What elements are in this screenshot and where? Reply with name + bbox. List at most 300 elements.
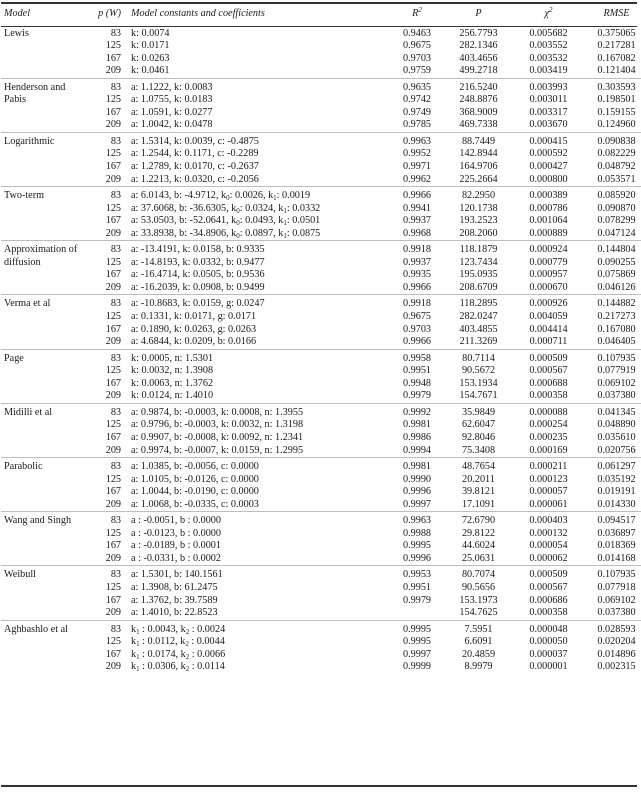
cell-p-error: 88.7449	[443, 132, 514, 148]
cell-power: 83	[110, 27, 121, 39]
cell-chi-square: 0.000924	[514, 241, 583, 257]
cell-p-error: 248.8876	[459, 94, 498, 106]
table-row	[1, 528, 641, 541]
cell-r2: 0.9999	[402, 661, 431, 673]
cell-coefficients: a: 1.3762, b: 39.7589	[131, 594, 218, 606]
cell-r2: 0.9966	[402, 336, 431, 348]
cell-power: 167	[105, 323, 121, 335]
table-row	[1, 566, 641, 582]
cell-r2: 0.9742	[402, 94, 431, 106]
cell-r2: 0.9966	[391, 187, 443, 203]
cell-p-error: 282.1346	[459, 40, 498, 52]
cell-p-error: 44.6024	[461, 540, 496, 552]
cell-p-error: 80.7114	[443, 349, 514, 365]
cell-r2: 0.9952	[402, 148, 431, 160]
table-row	[1, 228, 641, 241]
cell-rmse: 0.046126	[597, 281, 636, 293]
cell-chi-square: 0.003419	[529, 65, 568, 77]
cell-rmse: 0.077918	[597, 581, 636, 593]
cell-rmse: 0.107935	[583, 566, 641, 582]
cell-chi-square: 0.000358	[529, 390, 568, 402]
table-row	[1, 607, 641, 620]
cell-p-error: 256.7793	[459, 27, 498, 39]
cell-rmse: 0.037380	[597, 390, 636, 402]
cell-rmse: 0.053571	[597, 173, 636, 185]
cell-power: 209	[105, 390, 121, 402]
cell-coefficients: a: 1.5314, k: 0.0039, c: -0.4875	[127, 132, 391, 148]
cell-coefficients: a: -14.8193, k: 0.0332, b: 0.9477	[131, 256, 265, 268]
cell-power: 167	[105, 215, 121, 227]
table-row	[1, 282, 641, 295]
cell-r2: 0.9962	[402, 173, 431, 185]
cell-model-name: Page	[1, 349, 82, 403]
header-model: Model	[4, 8, 31, 19]
header-chi-base: χ	[544, 8, 549, 19]
cell-r2: 0.9918	[391, 241, 443, 257]
header-r2-base: R	[412, 8, 419, 19]
table-row	[1, 582, 641, 595]
cell-coefficients: a: 0.9796, b: -0.0003, k: 0.0032, n: 1.3198	[131, 419, 304, 431]
cell-power: 209	[105, 498, 121, 510]
cell-p-error: 118.1879	[443, 241, 514, 257]
cell-rmse: 0.090870	[597, 202, 636, 214]
cell-power: 125	[105, 419, 121, 431]
cell-r2: 0.9635	[391, 78, 443, 94]
cell-coefficients: a: 1.0044, b: -0.0190, c: 0.0000	[131, 486, 259, 498]
header-r2-sup: 2	[418, 6, 422, 14]
cell-coefficients: k: 0.0461	[131, 65, 170, 77]
cell-rmse: 0.078299	[597, 215, 636, 227]
cell-r2	[391, 607, 443, 620]
cell-p-error: 75.3408	[461, 444, 496, 456]
cell-rmse: 0.159155	[597, 106, 636, 118]
table-row	[1, 311, 641, 324]
cell-power: 209	[105, 552, 121, 564]
cell-power: 83	[82, 566, 127, 582]
cell-power: 125	[105, 148, 121, 160]
cell-r2: 0.9963	[391, 132, 443, 148]
cell-r2: 0.9990	[402, 473, 431, 485]
cell-rmse: 0.217281	[597, 40, 636, 52]
cell-coefficients: a : -0.0189, b : 0.0001	[131, 540, 221, 552]
cell-rmse: 0.014896	[597, 648, 636, 660]
table-row	[1, 295, 641, 311]
cell-chi-square: 0.000779	[529, 256, 568, 268]
cell-r2: 0.9995	[402, 636, 431, 648]
cell-p-error: 82.2950	[443, 187, 514, 203]
cell-model-name: Lewis	[4, 27, 29, 39]
cell-chi-square: 0.000800	[529, 173, 568, 185]
header-chi-square	[514, 2, 583, 25]
cell-coefficients: a: 1.2789, k: 0.0170, c: -0.2637	[131, 161, 259, 173]
cell-chi-square: 0.000048	[514, 620, 583, 636]
cell-chi-square: 0.001064	[529, 215, 568, 227]
cell-rmse: 0.121404	[597, 65, 636, 77]
cell-r2: 0.9937	[402, 256, 431, 268]
cell-p-error: 8.9979	[464, 661, 493, 673]
table-row	[1, 94, 641, 107]
cell-p-error: 39.8121	[461, 486, 496, 498]
cell-power: 167	[105, 106, 121, 118]
cell-rmse: 0.094517	[583, 512, 641, 528]
cell-r2: 0.9996	[402, 486, 431, 498]
table-row	[1, 445, 641, 458]
cell-chi-square: 0.000889	[529, 227, 568, 239]
cell-rmse: 0.090838	[583, 132, 641, 148]
cell-power: 209	[105, 661, 121, 673]
table-row	[1, 378, 641, 391]
table-row	[1, 40, 641, 53]
cell-model-name: Henderson and Pabis	[1, 78, 82, 132]
cell-r2: 0.9785	[402, 119, 431, 131]
cell-r2: 0.9958	[391, 349, 443, 365]
table-row	[1, 661, 641, 674]
cell-coefficients: a: -16.2039, k: 0.0908, b: 0.9499	[131, 281, 265, 293]
cell-coefficients: a: 1.0591, k: 0.0277	[131, 106, 213, 118]
table-row	[1, 324, 641, 337]
table-row	[1, 636, 641, 649]
cell-p-error: 216.5240	[443, 78, 514, 94]
cell-power: 167	[105, 161, 121, 173]
cell-coefficients: a : -0.0123, b : 0.0000	[131, 527, 221, 539]
cell-p-error: 282.0247	[459, 311, 498, 323]
cell-chi-square: 0.000001	[529, 661, 568, 673]
kinetic-models-table	[1, 2, 641, 674]
cell-rmse: 0.144804	[583, 241, 641, 257]
cell-power: 125	[105, 473, 121, 485]
cell-rmse: 0.069102	[597, 377, 636, 389]
cell-model-name: Verma et al	[1, 295, 82, 349]
cell-coefficients: a: -16.4714, k: 0.0505, b: 0.9536	[131, 269, 265, 281]
cell-power: 167	[105, 486, 121, 498]
cell-r2: 0.9963	[391, 512, 443, 528]
cell-rmse: 0.047124	[597, 227, 636, 239]
cell-p-error: 90.5672	[461, 365, 496, 377]
cell-power: 167	[105, 52, 121, 64]
cell-p-error: 62.6047	[461, 419, 496, 431]
cell-power: 209	[105, 336, 121, 348]
cell-chi-square: 0.000088	[514, 403, 583, 419]
cell-chi-square: 0.000211	[514, 458, 583, 474]
cell-power: 167	[105, 648, 121, 660]
table-row	[1, 349, 641, 365]
cell-r2: 0.9935	[402, 269, 431, 281]
cell-rmse: 0.303593	[583, 78, 641, 94]
cell-power: 125	[105, 527, 121, 539]
cell-p-error: 90.5656	[461, 581, 496, 593]
bottom-rule	[1, 785, 637, 787]
cell-chi-square: 0.000509	[514, 566, 583, 582]
cell-rmse: 0.107935	[583, 349, 641, 365]
cell-p-error: 193.2523	[459, 215, 498, 227]
table-row	[1, 499, 641, 512]
cell-r2: 0.9953	[391, 566, 443, 582]
cell-chi-square: 0.000235	[529, 431, 568, 443]
cell-power: 83	[82, 403, 127, 419]
cell-chi-square: 0.005682	[529, 27, 568, 39]
cell-rmse: 0.075869	[597, 269, 636, 281]
header-coefficients: Model constants and coefficients	[131, 8, 265, 19]
cell-chi-square: 0.000062	[529, 552, 568, 564]
cell-coefficients: a: 33.8938, b: -34.8906, $k_0$: 0.0897, $k_1$: 0.0875	[131, 227, 321, 240]
cell-coefficients: a: -10.8683, k: 0.0159, g: 0.0247	[127, 295, 391, 311]
cell-coefficients: $k_1$ : 0.0174, $k_2$ : 0.0066	[131, 648, 226, 661]
cell-coefficients: $k_1$ : 0.0306, $k_2$ : 0.0114	[131, 661, 225, 674]
cell-p-error: 154.7671	[459, 390, 498, 402]
cell-p-error: 208.2060	[459, 227, 498, 239]
cell-rmse: 0.041345	[583, 403, 641, 419]
cell-r2: 0.9759	[402, 65, 431, 77]
table-header-row	[1, 2, 641, 25]
cell-r2: 0.9988	[402, 527, 431, 539]
cell-r2: 0.9986	[402, 431, 431, 443]
cell-coefficients: a: 1.0042, k: 0.0478	[131, 119, 213, 131]
cell-p-error: 499.2718	[459, 65, 498, 77]
cell-chi-square: 0.003993	[514, 78, 583, 94]
cell-p-error: 123.7434	[459, 256, 498, 268]
table-row	[1, 132, 641, 148]
cell-p-error: 29.8122	[461, 527, 496, 539]
cell-chi-square: 0.000509	[514, 349, 583, 365]
cell-rmse: 0.048890	[597, 419, 636, 431]
cell-coefficients: a: 1.2213, k: 0.0320, c: -0.2056	[131, 173, 259, 185]
cell-rmse: 0.020756	[597, 444, 636, 456]
cell-chi-square: 0.003670	[529, 119, 568, 131]
table-row	[1, 620, 641, 636]
cell-power: 167	[105, 431, 121, 443]
cell-chi-square: 0.003011	[529, 94, 568, 106]
cell-model-name: Weibull	[1, 566, 82, 620]
table-row	[1, 474, 641, 487]
cell-coefficients: k: 0.0171	[131, 40, 170, 52]
table-row	[1, 53, 641, 66]
cell-rmse: 0.124960	[597, 119, 636, 131]
table-row	[1, 25, 641, 41]
cell-chi-square: 0.000686	[529, 594, 568, 606]
cell-model-name: Wang and Singh	[1, 512, 82, 566]
cell-chi-square: 0.000050	[529, 636, 568, 648]
cell-rmse: 0.069102	[597, 594, 636, 606]
cell-chi-square: 0.000123	[529, 473, 568, 485]
cell-power: 83	[82, 241, 127, 257]
cell-r2: 0.9966	[402, 281, 431, 293]
cell-p-error: 153.1934	[459, 377, 498, 389]
cell-rmse: 0.020204	[597, 636, 636, 648]
cell-power: 83	[82, 78, 127, 94]
cell-model-name: Two-term	[1, 187, 82, 241]
cell-p-error: 368.9009	[459, 106, 498, 118]
cell-rmse: 0.167082	[597, 52, 636, 64]
cell-r2: 0.9994	[402, 444, 431, 456]
cell-r2: 0.9997	[402, 648, 431, 660]
cell-p-error: 120.1738	[459, 202, 498, 214]
table-row	[1, 65, 641, 78]
cell-chi-square: 0.000415	[514, 132, 583, 148]
cell-power: 209	[105, 227, 121, 239]
cell-rmse: 0.077919	[597, 365, 636, 377]
cell-r2: 0.9937	[402, 215, 431, 227]
cell-p-error: 6.6091	[464, 636, 493, 648]
cell-r2: 0.9703	[402, 52, 431, 64]
cell-coefficients: k: 0.0032, n: 1.3908	[131, 365, 214, 377]
cell-chi-square: 0.000403	[514, 512, 583, 528]
cell-p-error: 142.8944	[459, 148, 498, 160]
cell-r2: 0.9971	[402, 161, 431, 173]
cell-power: 125	[105, 40, 121, 52]
table-row	[1, 161, 641, 174]
cell-power: 125	[105, 202, 121, 214]
cell-power: 125	[105, 94, 121, 106]
cell-r2: 0.9997	[402, 498, 431, 510]
cell-rmse: 0.061297	[583, 458, 641, 474]
cell-chi-square: 0.000711	[529, 336, 568, 348]
cell-rmse: 0.198501	[597, 94, 636, 106]
cell-coefficients: k: 0.0124, n: 1.4010	[131, 390, 214, 402]
cell-r2: 0.9981	[391, 458, 443, 474]
cell-r2: 0.9951	[402, 365, 431, 377]
cell-power: 209	[105, 607, 121, 619]
cell-coefficients: a: 1.3908, b: 61.2475	[131, 581, 218, 593]
cell-rmse: 0.014168	[597, 552, 636, 564]
table-row	[1, 595, 641, 608]
cell-r2: 0.9981	[402, 419, 431, 431]
table-row	[1, 148, 641, 161]
cell-p-error: 164.9706	[459, 161, 498, 173]
cell-chi-square: 0.003532	[529, 52, 568, 64]
table-row	[1, 458, 641, 474]
cell-power: 83	[82, 295, 127, 311]
cell-coefficients: a: 0.9874, b: -0.0003, k: 0.0008, n: 1.3955	[127, 403, 391, 419]
cell-rmse: 0.035192	[597, 473, 636, 485]
cell-p-error: 118.2895	[443, 295, 514, 311]
table-row	[1, 540, 641, 553]
cell-coefficients: a: 1.0385, b: -0.0056, c: 0.0000	[127, 458, 391, 474]
table-row	[1, 403, 641, 419]
table-row	[1, 203, 641, 216]
header-rmse: RMSE	[603, 8, 630, 19]
cell-rmse: 0.082229	[597, 148, 636, 160]
cell-p-error: 7.5951	[443, 620, 514, 636]
cell-coefficients: a: -13.4191, k: 0.0158, b: 0.9335	[127, 241, 391, 257]
table-row	[1, 432, 641, 445]
cell-power: 167	[105, 269, 121, 281]
cell-chi-square: 0.000057	[529, 486, 568, 498]
table-row	[1, 107, 641, 120]
table-row	[1, 269, 641, 282]
cell-coefficients: a: 1.5301, b: 140.1561	[127, 566, 391, 582]
cell-power: 83	[82, 512, 127, 528]
cell-chi-square: 0.000037	[529, 648, 568, 660]
cell-coefficients: a: 1.2544, k: 0.1171, c: -0.2289	[131, 148, 259, 160]
cell-rmse: 0.046405	[597, 336, 636, 348]
cell-power: 83	[82, 132, 127, 148]
cell-p-error: 403.4656	[459, 52, 498, 64]
cell-rmse: 0.035610	[597, 431, 636, 443]
cell-power: 83	[82, 620, 127, 636]
cell-r2: 0.9463	[402, 27, 431, 39]
cell-rmse: 0.085920	[583, 187, 641, 203]
model-table-container	[1, 2, 637, 674]
cell-r2: 0.9948	[402, 377, 431, 389]
cell-r2: 0.9675	[402, 311, 431, 323]
cell-coefficients: a: 4.6844, k: 0.0209, b: 0.0166	[131, 336, 257, 348]
cell-coefficients: k: 0.0063, n: 1.3762	[131, 377, 214, 389]
cell-p-error: 403.4855	[459, 323, 498, 335]
cell-r2: 0.9992	[391, 403, 443, 419]
header-chi-sup: 2	[548, 6, 553, 14]
cell-p-error: 92.8046	[461, 431, 496, 443]
cell-power: 83	[82, 187, 127, 203]
cell-chi-square: 0.000054	[529, 540, 568, 552]
cell-power: 125	[105, 636, 121, 648]
cell-rmse: 0.048792	[597, 161, 636, 173]
cell-r2: 0.9995	[391, 620, 443, 636]
cell-coefficients: k: 0.0074	[131, 27, 170, 39]
cell-r2: 0.9703	[402, 323, 431, 335]
cell-chi-square: 0.000567	[529, 581, 568, 593]
cell-coefficients: k: 0.0263	[131, 52, 170, 64]
table-row	[1, 365, 641, 378]
cell-chi-square: 0.000786	[529, 202, 568, 214]
cell-r2: 0.9979	[402, 594, 431, 606]
cell-chi-square: 0.000254	[529, 419, 568, 431]
cell-r2: 0.9951	[402, 581, 431, 593]
cell-coefficients: a: 0.1331, k: 0.0171, g: 0.0171	[131, 311, 257, 323]
cell-chi-square: 0.000358	[529, 607, 568, 619]
cell-chi-square: 0.000169	[529, 444, 568, 456]
cell-power: 167	[105, 594, 121, 606]
cell-rmse: 0.036897	[597, 527, 636, 539]
cell-chi-square: 0.000061	[529, 498, 568, 510]
cell-rmse: 0.375065	[597, 27, 636, 39]
cell-coefficients: a: 6.0143, b: -4.9712, $k_0$: 0.0026, $k_1$: 0.0019	[127, 187, 391, 203]
table-row	[1, 119, 641, 132]
table-row	[1, 78, 641, 94]
cell-p-error: 211.3269	[459, 336, 498, 348]
cell-r2: 0.9979	[402, 390, 431, 402]
cell-power: 125	[105, 256, 121, 268]
cell-coefficients: a: 0.1890, k: 0.0263, g: 0.0263	[131, 323, 257, 335]
cell-rmse: 0.090255	[597, 256, 636, 268]
table-row	[1, 215, 641, 228]
cell-chi-square: 0.003317	[529, 106, 568, 118]
cell-chi-square: 0.000688	[529, 377, 568, 389]
cell-p-error: 153.1973	[459, 594, 498, 606]
cell-r2: 0.9749	[402, 106, 431, 118]
cell-power: 125	[105, 311, 121, 323]
cell-rmse: 0.167080	[597, 323, 636, 335]
cell-model-name: Logarithmic	[1, 132, 82, 186]
cell-model-name: Parabolic	[1, 458, 82, 512]
cell-r2: 0.9995	[402, 540, 431, 552]
cell-r2: 0.9996	[402, 552, 431, 564]
header-power-label: p (W)	[98, 8, 121, 19]
table-row	[1, 241, 641, 257]
cell-chi-square: 0.000670	[529, 281, 568, 293]
cell-coefficients: a : -0.0331, b : 0.0002	[131, 552, 221, 564]
table-row	[1, 390, 641, 403]
cell-power: 83	[82, 349, 127, 365]
cell-p-error: 48.7654	[443, 458, 514, 474]
cell-coefficients: a: 1.4010, b: 22.8523	[131, 607, 218, 619]
table-row	[1, 512, 641, 528]
cell-r2: 0.9941	[402, 202, 431, 214]
cell-r2: 0.9675	[402, 40, 431, 52]
cell-chi-square: 0.004059	[529, 311, 568, 323]
cell-coefficients: k: 0.0005, n: 1.5301	[127, 349, 391, 365]
cell-power: 209	[105, 281, 121, 293]
table-row	[1, 336, 641, 349]
